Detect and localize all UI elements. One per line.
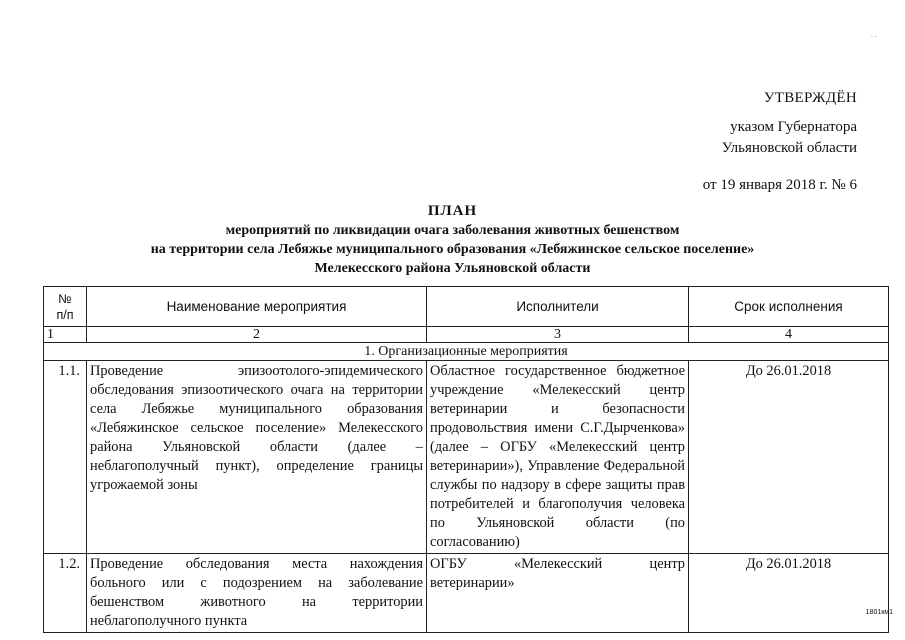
row-index: 1.2. (44, 554, 87, 633)
section-title: 1. Организационные мероприятия (44, 343, 889, 361)
table-header-row (44, 287, 889, 327)
column-number-2: 2 (87, 327, 427, 343)
row-name: Проведение обследования места нахождения больного или с подозрением на заболевание бешенством животного на территории неблагополучного пункта (87, 554, 427, 633)
column-number-3: 3 (427, 327, 689, 343)
title-line-1: мероприятий по ликвидации очага заболевания животных бешенством (225, 223, 680, 238)
section-row (44, 343, 889, 361)
corner-marks: . . (871, 30, 877, 39)
title-line-3: Мелекесского района Ульяновской области (314, 261, 591, 276)
row-index: 1.1. (44, 361, 87, 554)
row-name: Проведение эпизоотолого-эпидемического обследования эпизоотического очага на территории села Лебяжье муниципального образования «Лебяжинское сельское поселение» Мелекесского района Ульяновской области (далее – неблагополучный пункт), определение границы угрожаемой зоны (87, 361, 427, 554)
header-num: № п/п (44, 287, 87, 327)
title-line-2: на территории села Лебяжье муниципального образования «Лебяжинское сельское поселение» (150, 242, 755, 257)
approval-heading: УТВЕРЖДЁН (763, 90, 857, 106)
row-deadline: До 26.01.2018 (689, 361, 889, 554)
approval-date: от 19 января 2018 г. № 6 (702, 177, 857, 193)
document-title (0, 202, 905, 278)
title-main: ПЛАН (427, 203, 478, 219)
approval-line-2: Ульяновской области (721, 140, 857, 156)
column-number-1: 1 (44, 327, 87, 343)
table-row (44, 554, 889, 633)
row-executors: Областное государственное бюджетное учреждение «Мелекесский центр ветеринарии и безопасности продовольствия имени С.Г.Дырченкова» (далее – ОГБУ «Мелекесский центр ветеринарии»), Управление Федеральной службы по надзору в сфере защиты прав потребителей и благополучия человека по Ульяновской области (по согласованию) (427, 361, 689, 554)
header-executors: Исполнители (427, 287, 689, 327)
row-deadline: До 26.01.2018 (689, 554, 889, 633)
table-row (44, 361, 889, 554)
header-name: Наименование мероприятия (87, 287, 427, 327)
header-deadline: Срок исполнения (689, 287, 889, 327)
column-number-4: 4 (689, 327, 889, 343)
approval-block (703, 88, 857, 196)
footer-code: 1801км1 (865, 609, 893, 616)
approval-line-1: указом Губернатора (730, 119, 857, 135)
row-executors: ОГБУ «Мелекесский центр ветеринарии» (427, 554, 689, 633)
column-numbers-row (44, 327, 889, 343)
plan-table (43, 286, 889, 633)
